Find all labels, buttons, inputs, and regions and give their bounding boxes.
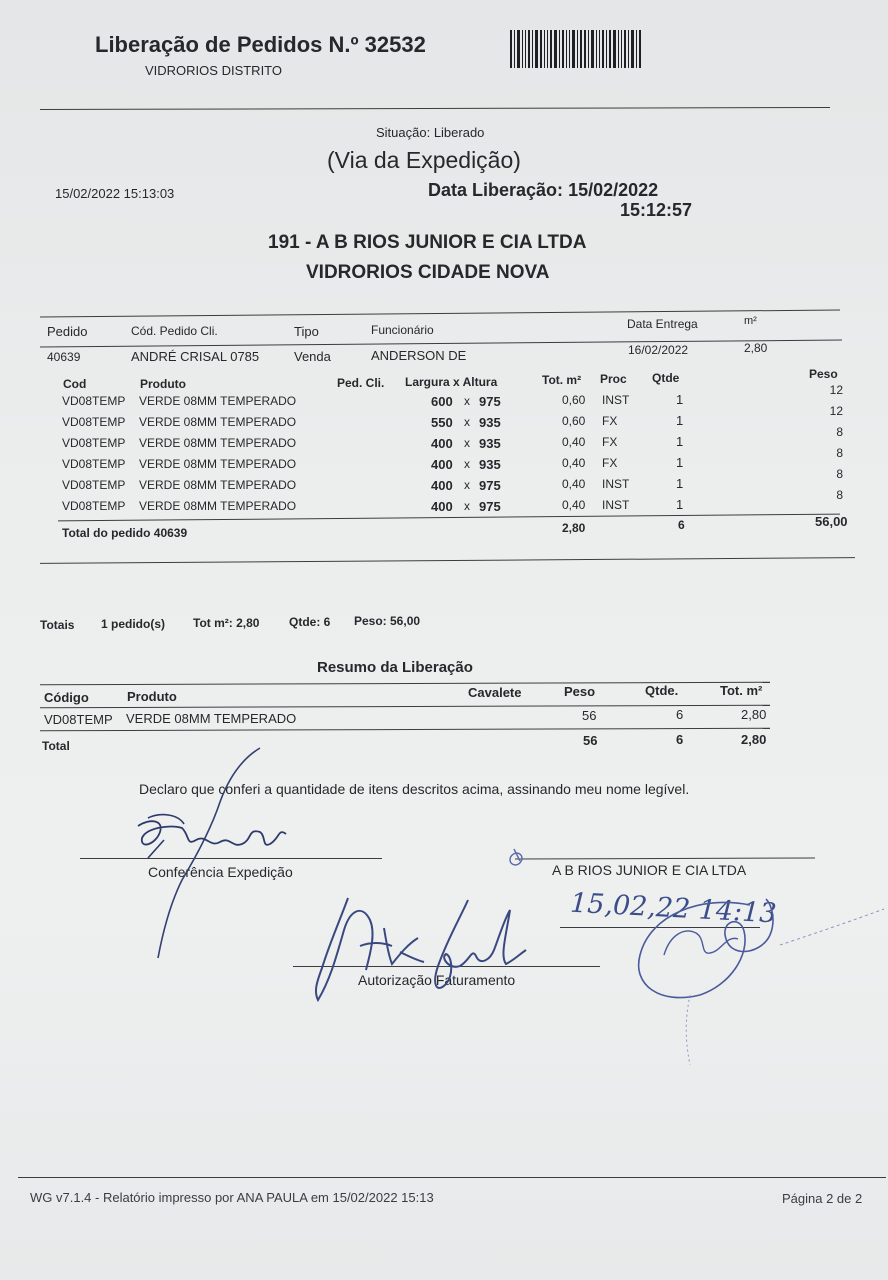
barcode-bar	[547, 30, 548, 68]
item-product: VERDE 08MM TEMPERADO	[139, 457, 297, 471]
item-width: 400	[431, 478, 453, 493]
item-product: VERDE 08MM TEMPERADO	[139, 415, 297, 429]
barcode-bar	[602, 30, 604, 68]
col-funcionario: Funcionário	[371, 323, 434, 337]
summary-total-qtde: 6	[676, 732, 684, 747]
barcode-bar	[540, 30, 542, 68]
item-proc: FX	[602, 414, 618, 429]
col-tipo: Tipo	[294, 324, 319, 339]
copy-label: (Via da Expedição)	[327, 147, 521, 173]
summary-total-peso: 56	[583, 733, 598, 748]
item-product: VERDE 08MM TEMPERADO	[139, 394, 297, 408]
barcode-bar	[514, 30, 515, 68]
item-width: 550	[431, 415, 453, 430]
item-width: 400	[431, 499, 453, 514]
item-proc: INST	[602, 477, 630, 492]
item-product: VERDE 08MM TEMPERADO	[139, 478, 297, 492]
summary-codigo: VD08TEMP	[44, 712, 113, 727]
barcode-bar	[569, 30, 570, 68]
barcode-bar	[510, 30, 512, 68]
item-cod: VD08TEMP	[62, 415, 126, 429]
order-client-code: ANDRÉ CRISAL 0785	[131, 349, 260, 364]
barcode-bar	[517, 30, 520, 68]
barcode-bar	[609, 30, 611, 68]
item-height: 975	[479, 394, 501, 409]
totals-m2: Tot m²: 2,80	[193, 616, 260, 630]
barcode-bar	[628, 30, 629, 68]
barcode-bar	[577, 30, 578, 68]
order-number: 40639	[47, 350, 81, 364]
client-signature	[500, 835, 888, 1080]
item-qtde: 1	[676, 392, 684, 408]
totals-orders: 1 pedido(s)	[101, 617, 166, 631]
item-cod: VD08TEMP	[62, 394, 126, 408]
items-col-dimensions: Largura x Altura	[405, 375, 498, 389]
item-cod: VD08TEMP	[62, 457, 126, 471]
barcode-bar	[596, 30, 597, 68]
barcode-bar	[532, 30, 533, 68]
summary-col-cavalete: Cavalete	[468, 685, 522, 700]
barcode-bar	[580, 30, 582, 68]
summary-produto: VERDE 08MM TEMPERADO	[126, 711, 297, 726]
summary-col-produto: Produto	[127, 689, 177, 704]
barcode-bar	[572, 30, 575, 68]
item-height: 975	[479, 478, 501, 493]
divider	[40, 728, 770, 732]
release-time: 15:12:57	[620, 200, 693, 220]
item-cod: VD08TEMP	[62, 499, 126, 513]
divider	[40, 310, 840, 318]
item-qtde: 1	[676, 476, 684, 492]
release-date-label: Data Liberação:	[428, 180, 564, 200]
item-product: VERDE 08MM TEMPERADO	[139, 499, 297, 513]
item-height: 935	[479, 457, 501, 472]
item-weight: 12	[829, 403, 843, 418]
item-height: 975	[479, 499, 501, 514]
item-height: 935	[479, 415, 501, 430]
totals-qtde: Qtde: 6	[289, 615, 331, 629]
summary-peso: 56	[582, 708, 597, 723]
barcode-bar	[566, 30, 567, 68]
col-data-entrega: Data Entrega	[627, 317, 698, 331]
barcode-bar	[613, 30, 616, 68]
conferencia-label: Conferência Expedição	[148, 864, 293, 880]
client-name: 191 - A B RIOS JUNIOR E CIA LTDA	[268, 232, 587, 253]
items-col-tot-m2: Tot. m²	[542, 373, 582, 387]
barcode-bar	[559, 30, 560, 68]
item-tot-m2: 0,40	[562, 477, 586, 492]
item-x: x	[464, 457, 470, 471]
barcode-bar	[599, 30, 600, 68]
item-tot-m2: 0,40	[562, 435, 586, 450]
summary-tot-m2: 2,80	[741, 707, 767, 722]
barcode-bar	[621, 30, 622, 68]
item-proc: INST	[602, 498, 630, 513]
barcode-bar	[631, 30, 634, 68]
item-x: x	[464, 394, 470, 408]
footer-print-info: WG v7.1.4 - Relatório impresso por ANA PAULA em 15/02/2022 15:13	[30, 1190, 434, 1205]
company-name: VIDRORIOS DISTRITO	[145, 63, 282, 78]
items-col-qtde: Qtde	[652, 371, 680, 385]
divider	[40, 557, 855, 564]
barcode-bar	[544, 30, 545, 68]
document-title: Liberação de Pedidos N.º 32532	[95, 32, 426, 57]
barcode-bar	[554, 30, 557, 68]
summary-col-tot-m2: Tot. m²	[720, 683, 763, 698]
item-qtde: 1	[676, 434, 684, 450]
barcode-bar	[606, 30, 607, 68]
item-proc: FX	[602, 456, 618, 471]
footer-page-number: Página 2 de 2	[782, 1191, 863, 1206]
barcode-bar	[550, 30, 552, 68]
items-col-cod: Cod	[63, 377, 87, 391]
items-col-produto: Produto	[140, 377, 186, 391]
item-x: x	[464, 415, 470, 429]
divider	[40, 107, 830, 110]
barcode-bar	[522, 30, 523, 68]
summary-total-tot-m2: 2,80	[741, 732, 767, 747]
item-qtde: 1	[676, 497, 684, 513]
items-col-proc: Proc	[600, 372, 627, 386]
barcode-bar	[591, 30, 594, 68]
barcode-bar	[618, 30, 619, 68]
summary-total-label: Total	[42, 739, 70, 753]
divider	[40, 340, 842, 348]
summary-col-codigo: Código	[44, 690, 89, 705]
situation-label: Situação: Liberado	[376, 125, 485, 140]
order-total-peso: 56,00	[815, 514, 848, 529]
totals-weight: Peso: 56,00	[354, 614, 421, 628]
barcode-bar	[624, 30, 626, 68]
barcode-bar	[639, 30, 641, 68]
item-weight: 8	[836, 487, 843, 502]
totals-label: Totais	[40, 618, 75, 632]
item-x: x	[464, 499, 470, 513]
item-x: x	[464, 436, 470, 450]
divider	[58, 514, 840, 522]
order-m2: 2,80	[744, 341, 768, 355]
item-weight: 8	[836, 445, 843, 460]
order-delivery-date: 16/02/2022	[628, 343, 689, 357]
barcode-bar	[535, 30, 538, 68]
order-total-qtde: 6	[678, 518, 685, 532]
col-cod-cli: Cód. Pedido Cli.	[131, 324, 218, 338]
barcode-bar	[636, 30, 637, 68]
release-date-line	[428, 180, 658, 201]
item-tot-m2: 0,60	[562, 414, 586, 429]
order-total-m2: 2,80	[562, 521, 586, 535]
item-x: x	[464, 478, 470, 492]
printed-datetime: 15/02/2022 15:13:03	[55, 186, 175, 201]
item-cod: VD08TEMP	[62, 478, 126, 492]
item-proc: INST	[602, 393, 630, 408]
item-width: 400	[431, 457, 453, 472]
items-col-peso: Peso	[809, 367, 838, 381]
client-store: VIDRORIOS CIDADE NOVA	[306, 262, 550, 283]
item-weight: 12	[829, 382, 843, 397]
barcode	[510, 30, 648, 68]
release-date: 15/02/2022	[568, 180, 659, 200]
client-signature-label: A B RIOS JUNIOR E CIA LTDA	[552, 862, 747, 878]
barcode-bar	[588, 30, 589, 68]
item-product: VERDE 08MM TEMPERADO	[139, 436, 297, 450]
item-qtde: 1	[676, 455, 684, 471]
item-tot-m2: 0,60	[562, 393, 586, 408]
order-employee: ANDERSON DE	[371, 348, 467, 363]
item-width: 400	[431, 436, 453, 451]
item-qtde: 1	[676, 413, 684, 429]
autorizacao-label: Autorização Faturamento	[358, 972, 516, 988]
summary-title: Resumo da Liberação	[317, 659, 473, 676]
col-pedido: Pedido	[47, 324, 88, 339]
divider	[40, 705, 770, 709]
order-type: Venda	[294, 349, 331, 364]
declaration-text: Declaro que conferi a quantidade de itens descritos acima, assinando meu nome legível.	[139, 781, 690, 797]
divider	[18, 1177, 886, 1178]
barcode-bar	[525, 30, 526, 68]
item-height: 935	[479, 436, 501, 451]
item-proc: FX	[602, 435, 618, 450]
items-col-ped-cli: Ped. Cli.	[337, 376, 385, 390]
handwritten-date: 15,02,22 14:13	[569, 887, 778, 930]
barcode-bar	[562, 30, 564, 68]
item-tot-m2: 0,40	[562, 456, 586, 471]
order-total-label: Total do pedido 40639	[62, 526, 188, 540]
item-weight: 8	[836, 424, 843, 439]
item-weight: 8	[836, 466, 843, 481]
summary-col-qtde: Qtde.	[645, 683, 679, 698]
summary-col-peso: Peso	[564, 684, 596, 699]
barcode-bar	[584, 30, 586, 68]
col-m2: m²	[744, 315, 757, 327]
item-width: 600	[431, 394, 453, 409]
summary-qtde: 6	[676, 707, 684, 722]
barcode-bar	[528, 30, 530, 68]
item-tot-m2: 0,40	[562, 498, 586, 513]
item-cod: VD08TEMP	[62, 436, 126, 450]
